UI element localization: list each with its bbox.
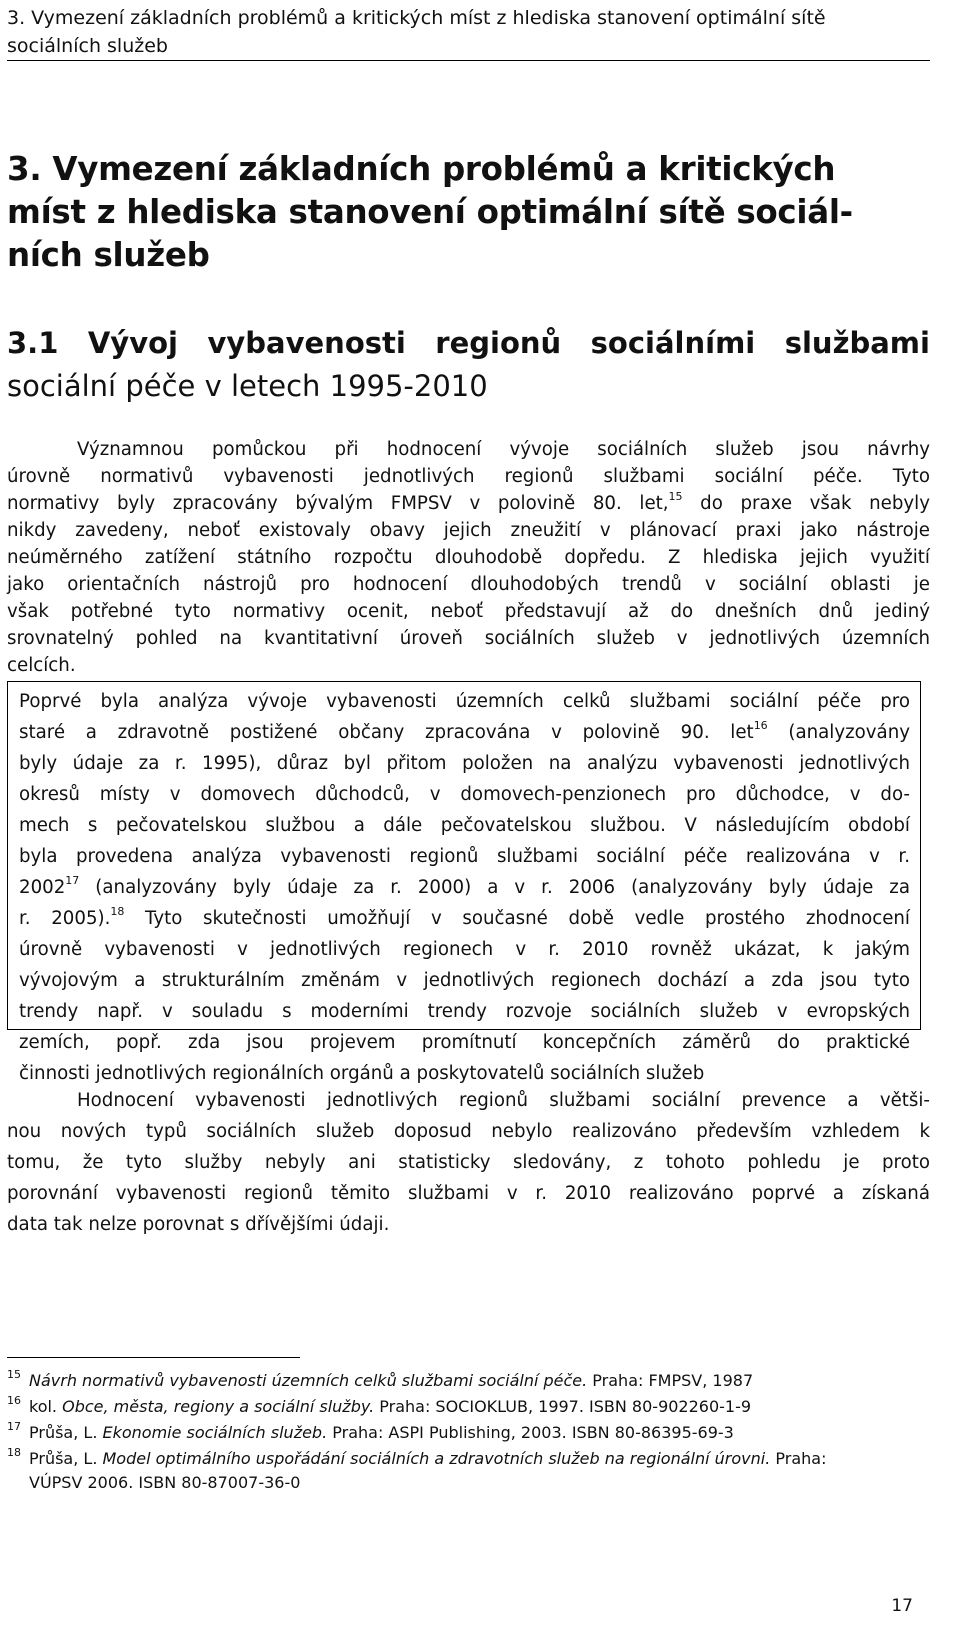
section-title-word: regionů — [435, 326, 562, 360]
footnote-number: 17 — [7, 1420, 21, 1433]
paragraph-line: data tak nelze porovnat s dřívějšími údaji. — [7, 1214, 390, 1235]
text-run: normativy byly zpracovány bývalým FMPSV v polovině 80. let, — [7, 493, 669, 514]
text-run: (analyzovány — [767, 722, 910, 743]
footnote-text — [29, 1447, 930, 1495]
footnote-17 — [7, 1421, 930, 1445]
text-run: 2002 — [19, 877, 66, 898]
section-title-line2: sociální péče v letech 1995-2010 — [7, 369, 488, 403]
footnote-number: 15 — [7, 1368, 21, 1381]
footnote-title: Návrh normativů vybavenosti územních celků službami sociální péče. — [29, 1371, 588, 1390]
paragraph-line: úrovně normativů vybavenosti jednotlivých regionů službami sociální péče. Tyto — [7, 466, 930, 487]
paragraph-line: Významnou pomůckou při hodnocení vývoje sociálních služeb jsou návrhy — [77, 439, 930, 460]
text-run: (analyzovány byly údaje za r. 2000) a v r. 2006 (analyzovány byly údaje za — [79, 877, 910, 898]
footnote-text — [29, 1421, 930, 1445]
paragraph-line — [19, 903, 910, 934]
running-header — [7, 4, 937, 60]
footnote-16 — [7, 1395, 930, 1419]
footnote-ref-17[interactable]: 17 — [65, 874, 80, 887]
paragraph-line: činnosti jednotlivých regionálních orgánů a poskytovatelů sociálních služeb — [19, 1063, 705, 1084]
footnote-author: Průša, L. — [29, 1423, 103, 1442]
section-title-word: službami — [784, 326, 930, 360]
running-header-line1: 3. Vymezení základních problémů a kritických míst z hlediska stanovení optimální sítě — [7, 7, 826, 29]
footnote-author: Průša, L. — [29, 1449, 103, 1468]
footnote-15 — [7, 1369, 930, 1393]
section-title-word: sociálními — [590, 326, 756, 360]
section-title-word: vybavenosti — [207, 326, 406, 360]
footnote-source: Praha: ASPI Publishing, 2003. ISBN 80-86395-69-3 — [327, 1423, 734, 1442]
section-title-word: 3.1 — [7, 326, 59, 360]
paragraph-line: mech s pečovatelskou službou a dále pečovatelskou službou. V následujícím období — [19, 815, 910, 836]
paragraph-line: okresů místy v domovech důchodců, v domovech-penzionech pro důchodce, v do- — [19, 784, 910, 805]
footnote-ref-15[interactable]: 15 — [668, 490, 683, 503]
paragraph-line: nou nových typů sociálních služeb doposud nebylo realizováno především vzhledem k — [7, 1121, 930, 1142]
section-title — [7, 322, 930, 408]
paragraph-line: úrovně vybavenosti v jednotlivých regionech v r. 2010 rovněž ukázat, k jakým — [19, 939, 910, 960]
chapter-title-line2: míst z hlediska stanovení optimální sítě sociál- — [7, 193, 853, 231]
paragraph-line: celcích. — [7, 655, 76, 676]
footnote-number: 16 — [7, 1394, 21, 1407]
footnote-title: Obce, města, regiony a sociální služby. — [62, 1397, 375, 1416]
text-run: r. 2005). — [19, 908, 111, 929]
paragraph-3 — [7, 1085, 930, 1240]
text-run: Tyto skutečnosti umožňují v současné době vedle prostého zhodnocení — [124, 908, 910, 929]
paragraph-line: však potřebné tyto normativy ocenit, neboť představují až do dnešních dnů jediný — [7, 601, 930, 622]
paragraph-line — [19, 717, 910, 748]
footnote-source: Praha: — [770, 1449, 827, 1468]
paragraph-line: trendy např. v souladu s moderními trendy rozvoje sociálních služeb v evropských — [19, 1001, 910, 1022]
boxed-paragraph-text — [19, 686, 910, 1089]
footnote-rule — [7, 1357, 300, 1358]
header-rule — [7, 60, 930, 61]
paragraph-line: zemích, popř. zda jsou projevem promítnutí koncepčních záměrů do praktické — [19, 1032, 910, 1053]
section-title-line1 — [7, 322, 930, 365]
footnote-title: Model optimálního uspořádání sociálních a zdravotních služeb na regionální úrovni. — [102, 1449, 771, 1468]
paragraph-line: nikdy zavedeny, neboť existovaly obavy jejich zneužití v plánovací praxi jako nástroje — [7, 520, 930, 541]
paragraph-line: Poprvé byla analýza vývoje vybavenosti územních celků službami sociální péče pro — [19, 691, 910, 712]
paragraph-line: byla provedena analýza vybavenosti regionů službami sociální péče realizována v r. — [19, 846, 910, 867]
paragraph-line: srovnatelný pohled na kvantitativní úroveň sociálních služeb v jednotlivých územních — [7, 628, 930, 649]
footnote-source: Praha: FMPSV, 1987 — [587, 1371, 754, 1390]
footnote-ref-18[interactable]: 18 — [110, 905, 125, 918]
chapter-title-line3: ních služeb — [7, 236, 210, 274]
footnote-author: kol. — [29, 1397, 63, 1416]
chapter-title-line1: 3. Vymezení základních problémů a kritických — [7, 150, 836, 188]
footnote-number: 18 — [7, 1446, 21, 1459]
paragraph-line: vývojovým a strukturálním změnám v jednotlivých regionech dochází a zda jsou tyto — [19, 970, 910, 991]
page-number: 17 — [891, 1596, 913, 1616]
paragraph-line — [19, 872, 910, 903]
footnote-text — [29, 1369, 930, 1393]
text-run: do praxe však nebyly — [682, 493, 930, 514]
section-title-word: Vývoj — [87, 326, 178, 360]
paragraph-line: neúměrného zatížení státního rozpočtu dlouhodobě dopředu. Z hlediska jejich využití — [7, 547, 930, 568]
paragraph-line — [7, 490, 930, 517]
footnote-source-line2: VÚPSV 2006. ISBN 80-87007-36-0 — [29, 1473, 301, 1492]
paragraph-line: tomu, že tyto služby nebyly ani statisticky sledovány, z tohoto pohledu je proto — [7, 1152, 930, 1173]
footnote-text — [29, 1395, 930, 1419]
paragraph-1 — [7, 436, 930, 679]
footnotes — [7, 1369, 930, 1497]
paragraph-line: Hodnocení vybavenosti jednotlivých regionů službami sociální prevence a větši- — [77, 1090, 930, 1111]
paragraph-line: jako orientačních nástrojů pro hodnocení dlouhodobých trendů v sociální oblasti je — [7, 574, 930, 595]
footnote-title: Ekonomie sociálních služeb. — [102, 1423, 328, 1442]
paragraph-line: porovnání vybavenosti regionů těmito službami v r. 2010 realizováno poprvé a získaná — [7, 1183, 930, 1204]
footnote-18 — [7, 1447, 930, 1495]
footnote-source: Praha: SOCIOKLUB, 1997. ISBN 80-902260-1-9 — [374, 1397, 752, 1416]
paragraph-line: byly údaje za r. 1995), důraz byl přitom položen na analýzu vybavenosti jednotlivých — [19, 753, 910, 774]
boxed-paragraph — [7, 681, 921, 1084]
footnote-ref-16[interactable]: 16 — [753, 719, 768, 732]
text-run: staré a zdravotně postižené občany zpracována v polovině 90. let — [19, 722, 754, 743]
chapter-title — [7, 148, 930, 277]
running-header-line2: sociálních služeb — [7, 35, 168, 57]
